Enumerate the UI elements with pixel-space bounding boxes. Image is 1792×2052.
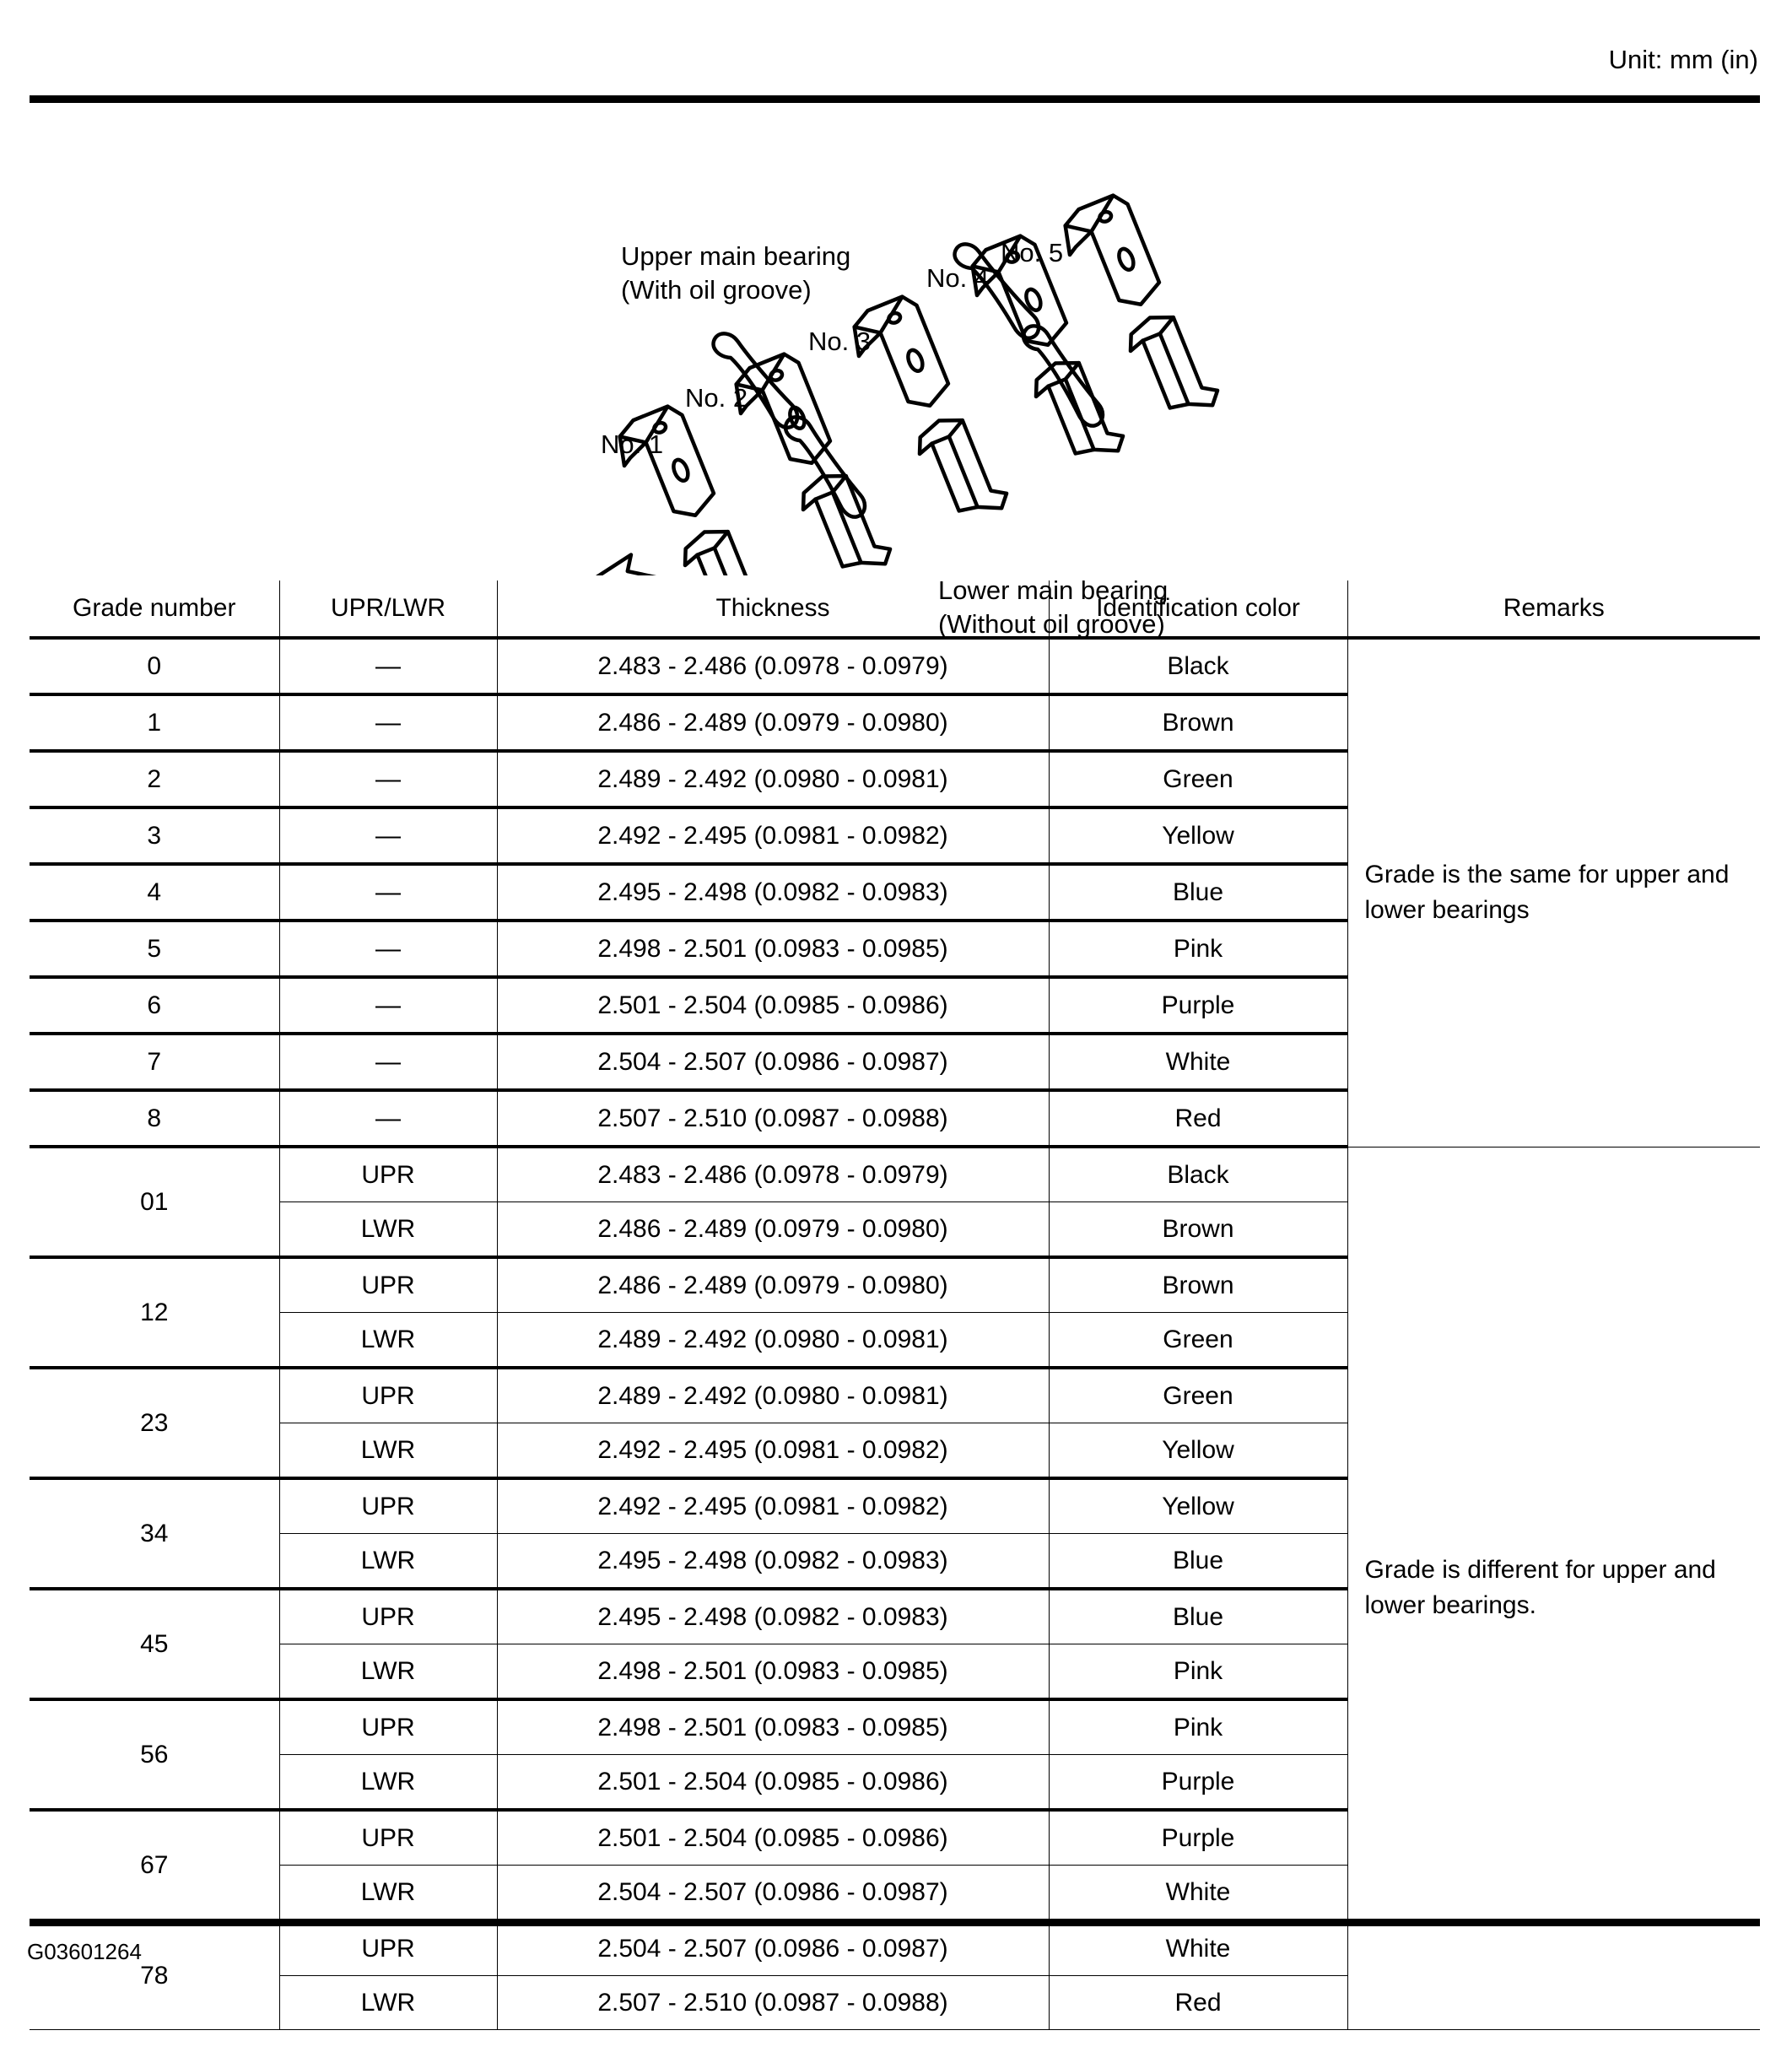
cell-thickness: 2.483 - 2.486 (0.0978 - 0.0979) xyxy=(497,1147,1049,1202)
cell-grade-number: 78 xyxy=(30,1920,279,2030)
cell-identification-color: Purple xyxy=(1049,1810,1347,1866)
bearing-number-label-3: No. 3 xyxy=(808,327,872,356)
cell-upr-lwr: UPR xyxy=(279,1478,497,1534)
lower-bearing-5 xyxy=(1122,305,1223,426)
lower-bearing-3 xyxy=(911,408,1012,529)
cell-identification-color: Brown xyxy=(1049,1202,1347,1258)
cell-thickness: 2.486 - 2.489 (0.0979 - 0.0980) xyxy=(497,1202,1049,1258)
cell-thickness: 2.495 - 2.498 (0.0982 - 0.0983) xyxy=(497,1534,1049,1590)
column-header-upr-lwr: UPR/LWR xyxy=(279,580,497,638)
cell-grade-number: 8 xyxy=(30,1090,279,1147)
cell-identification-color: White xyxy=(1049,1034,1347,1090)
cell-thickness: 2.498 - 2.501 (0.0983 - 0.0985) xyxy=(497,1644,1049,1700)
column-header-identification-color: Identification color xyxy=(1049,580,1347,638)
lower-main-bearing-label-line1: Lower main bearing xyxy=(938,575,1169,605)
cell-grade-number: 2 xyxy=(30,751,279,807)
bearing-grade-table xyxy=(30,580,1760,2030)
cell-identification-color: Purple xyxy=(1049,1755,1347,1811)
lower-bearing-2 xyxy=(795,463,895,575)
bearing-number-label-5: No. 5 xyxy=(1001,238,1064,267)
cell-upr-lwr: — xyxy=(279,977,497,1034)
cell-thickness: 2.486 - 2.489 (0.0979 - 0.0980) xyxy=(497,694,1049,751)
cell-identification-color: Pink xyxy=(1049,1699,1347,1755)
cell-thickness: 2.504 - 2.507 (0.0986 - 0.0987) xyxy=(497,1034,1049,1090)
cell-upr-lwr: LWR xyxy=(279,1644,497,1700)
cell-grade-number: 0 xyxy=(30,638,279,694)
cell-upr-lwr: — xyxy=(279,1090,497,1147)
cell-identification-color: Green xyxy=(1049,1313,1347,1369)
cell-upr-lwr: LWR xyxy=(279,1202,497,1258)
cell-identification-color: Pink xyxy=(1049,921,1347,977)
cell-upr-lwr: LWR xyxy=(279,1423,497,1479)
cell-identification-color: Brown xyxy=(1049,694,1347,751)
cell-upr-lwr: LWR xyxy=(279,1534,497,1590)
cell-upr-lwr: UPR xyxy=(279,1257,497,1313)
cell-thickness: 2.486 - 2.489 (0.0979 - 0.0980) xyxy=(497,1257,1049,1313)
cell-identification-color: Yellow xyxy=(1049,1423,1347,1479)
cell-upr-lwr: UPR xyxy=(279,1699,497,1755)
cell-grade-number: 6 xyxy=(30,977,279,1034)
lower-bearing-1 xyxy=(677,519,777,575)
upper-main-bearing-label-line2: (With oil groove) xyxy=(621,274,812,305)
cell-upr-lwr: — xyxy=(279,694,497,751)
cell-upr-lwr: UPR xyxy=(279,1810,497,1866)
top-divider-rule xyxy=(30,95,1760,103)
cell-upr-lwr: LWR xyxy=(279,1866,497,1921)
cell-upr-lwr: UPR xyxy=(279,1147,497,1202)
table-header-row xyxy=(30,580,1760,638)
column-header-grade-number: Grade number xyxy=(30,580,279,638)
bearing-number-label-1: No. 1 xyxy=(601,429,664,459)
bottom-divider-rule xyxy=(30,1919,1760,1926)
cell-upr-lwr: UPR xyxy=(279,1368,497,1423)
cell-remarks-different: Grade is different for upper and lower bearings. xyxy=(1347,1147,1760,2030)
cell-thickness: 2.507 - 2.510 (0.0987 - 0.0988) xyxy=(497,1090,1049,1147)
cell-upr-lwr: LWR xyxy=(279,1313,497,1369)
bearing-number-label-4: No. 4 xyxy=(926,263,990,293)
cell-thickness: 2.492 - 2.495 (0.0981 - 0.0982) xyxy=(497,1423,1049,1479)
cell-upr-lwr: LWR xyxy=(279,1755,497,1811)
cell-identification-color: Red xyxy=(1049,1976,1347,2030)
cell-grade-number: 01 xyxy=(30,1147,279,1257)
cell-thickness: 2.495 - 2.498 (0.0982 - 0.0983) xyxy=(497,864,1049,921)
cell-upr-lwr: — xyxy=(279,864,497,921)
cell-identification-color: White xyxy=(1049,1866,1347,1921)
cell-identification-color: Black xyxy=(1049,638,1347,694)
table-body xyxy=(30,638,1760,2030)
cell-thickness: 2.501 - 2.504 (0.0985 - 0.0986) xyxy=(497,1755,1049,1811)
cell-thickness: 2.495 - 2.498 (0.0982 - 0.0983) xyxy=(497,1589,1049,1644)
figure-reference-code: G03601264 xyxy=(27,1939,142,1964)
cell-identification-color: Green xyxy=(1049,751,1347,807)
table-row xyxy=(30,1147,1760,1202)
cell-identification-color: Yellow xyxy=(1049,807,1347,864)
unit-note: Unit: mm (in) xyxy=(1608,45,1758,74)
lower-main-bearing-label-line2: (Without oil groove) xyxy=(938,608,1165,639)
cell-thickness: 2.489 - 2.492 (0.0980 - 0.0981) xyxy=(497,1313,1049,1369)
cell-identification-color: Red xyxy=(1049,1090,1347,1147)
upper-bearing-5 xyxy=(1055,192,1164,322)
cell-thickness: 2.492 - 2.495 (0.0981 - 0.0982) xyxy=(497,807,1049,864)
cell-identification-color: Green xyxy=(1049,1368,1347,1423)
cell-grade-number: 23 xyxy=(30,1368,279,1478)
cell-thickness: 2.504 - 2.507 (0.0986 - 0.0987) xyxy=(497,1866,1049,1921)
cell-grade-number: 3 xyxy=(30,807,279,864)
table-row xyxy=(30,638,1760,694)
front-direction-arrow xyxy=(578,547,688,575)
cell-upr-lwr: — xyxy=(279,751,497,807)
cell-grade-number: 5 xyxy=(30,921,279,977)
cell-identification-color: Pink xyxy=(1049,1644,1347,1700)
cell-identification-color: Purple xyxy=(1049,977,1347,1034)
cell-identification-color: Black xyxy=(1049,1147,1347,1202)
cell-upr-lwr: UPR xyxy=(279,1589,497,1644)
bearing-number-label-2: No. 2 xyxy=(685,383,748,413)
cell-identification-color: Blue xyxy=(1049,1589,1347,1644)
cell-thickness: 2.498 - 2.501 (0.0983 - 0.0985) xyxy=(497,1699,1049,1755)
cell-upr-lwr: — xyxy=(279,807,497,864)
upper-bearing-1 xyxy=(610,402,719,533)
cell-remarks-same: Grade is the same for upper and lower bearings xyxy=(1347,638,1760,1147)
cell-upr-lwr: — xyxy=(279,638,497,694)
cell-grade-number: 1 xyxy=(30,694,279,751)
cell-grade-number: 7 xyxy=(30,1034,279,1090)
bearing-illustration-svg xyxy=(0,103,1792,575)
cell-thickness: 2.504 - 2.507 (0.0986 - 0.0987) xyxy=(497,1920,1049,1976)
upper-main-bearing-label-line1: Upper main bearing xyxy=(621,241,851,271)
cell-identification-color: Blue xyxy=(1049,1534,1347,1590)
cell-upr-lwr: LWR xyxy=(279,1976,497,2030)
cell-thickness: 2.507 - 2.510 (0.0987 - 0.0988) xyxy=(497,1976,1049,2030)
cell-upr-lwr: — xyxy=(279,921,497,977)
cell-thickness: 2.492 - 2.495 (0.0981 - 0.0982) xyxy=(497,1478,1049,1534)
cell-grade-number: 12 xyxy=(30,1257,279,1368)
cell-thickness: 2.501 - 2.504 (0.0985 - 0.0986) xyxy=(497,1810,1049,1866)
cell-upr-lwr: — xyxy=(279,1034,497,1090)
cell-identification-color: White xyxy=(1049,1920,1347,1976)
cell-thickness: 2.483 - 2.486 (0.0978 - 0.0979) xyxy=(497,638,1049,694)
cell-grade-number: 56 xyxy=(30,1699,279,1810)
column-header-thickness: Thickness xyxy=(497,580,1049,638)
upper-main-bearing-label xyxy=(621,240,850,306)
cell-grade-number: 34 xyxy=(30,1478,279,1589)
cell-thickness: 2.489 - 2.492 (0.0980 - 0.0981) xyxy=(497,1368,1049,1423)
cell-grade-number: 4 xyxy=(30,864,279,921)
cell-grade-number: 67 xyxy=(30,1810,279,1920)
cell-identification-color: Brown xyxy=(1049,1257,1347,1313)
cell-grade-number: 45 xyxy=(30,1589,279,1699)
cell-thickness: 2.489 - 2.492 (0.0980 - 0.0981) xyxy=(497,751,1049,807)
cell-identification-color: Yellow xyxy=(1049,1478,1347,1534)
column-header-remarks: Remarks xyxy=(1347,580,1760,638)
cell-identification-color: Blue xyxy=(1049,864,1347,921)
cell-upr-lwr: UPR xyxy=(279,1920,497,1976)
cell-thickness: 2.501 - 2.504 (0.0985 - 0.0986) xyxy=(497,977,1049,1034)
cell-thickness: 2.498 - 2.501 (0.0983 - 0.0985) xyxy=(497,921,1049,977)
